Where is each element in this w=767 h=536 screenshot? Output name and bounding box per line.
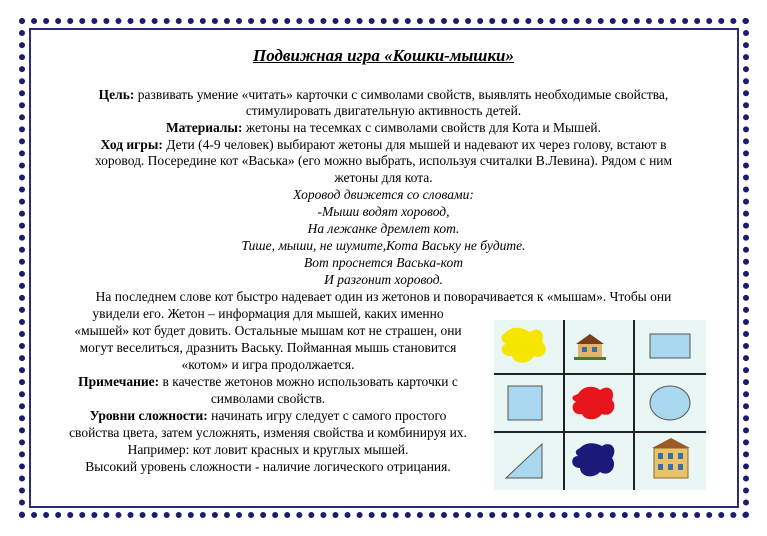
property-cards-svg (494, 320, 706, 490)
after-line: «мышей» кот будет довить. Остальные мышам кот не страшен, они (74, 323, 462, 338)
page-title: Подвижная игра «Кошки-мышки» (252, 46, 515, 65)
levels-line-1: Уровни сложности: начинать игру следует с самого простого (89, 408, 447, 423)
course-line-3: жетоны для кота. (334, 170, 433, 185)
poem-line: На лежанке дремлет кот. (307, 221, 460, 236)
note-line-1: Примечание: в качестве жетонов можно использовать карточки с (78, 374, 458, 389)
property-cards-grid (494, 320, 706, 490)
poem-line: -Мыши водят хоровод, (317, 204, 450, 219)
note-line-2: символами свойств. (210, 391, 326, 406)
poem-line: И разгонит хоровод. (324, 272, 443, 287)
circle-icon (650, 386, 690, 420)
poem-line: Тише, мыши, не шумите,Кота Ваську не будите. (241, 238, 526, 253)
square-icon (508, 386, 542, 420)
materials-line: Материалы: жетоны на тесемках с символами свойств для Кота и Мышей. (165, 120, 602, 135)
levels-line-2: свойства цвета, затем усложнять, изменяя свойства и комбинируя их. (69, 425, 467, 440)
levels-line-4: Высокий уровень сложности - наличие логического отрицания. (85, 459, 451, 474)
after-line: «котом» и игра продолжается. (181, 357, 355, 372)
course-line-2: хоровод. Посередине кот «Васька» (его можно выбрать, используя считалки В.Левина). Рядом с ним (94, 153, 673, 168)
goal-line-1: Цель: развивать умение «читать» карточки с символами свойств, выявлять необходимые свойства, (98, 87, 669, 102)
course-line-1: Ход игры: Дети (4-9 человек) выбирают жетоны для мышей и надевают их через голову, встают в (100, 137, 667, 152)
poem-line: Хоровод движется со словами: (293, 187, 474, 202)
levels-line-3: Например: кот ловит красных и круглых мышей. (127, 442, 409, 457)
goal-line-2: стимулировать двигательную активность детей. (245, 103, 522, 118)
after-line: увидели его. Жетон – информация для мышей, каких именно (92, 306, 444, 321)
after-line: могут веселиться, дразнить Ваську. Пойманная мышь становится (79, 340, 457, 355)
after-line: На последнем слове кот быстро надевает один из жетонов и поворачивается к «мышам». Чтобы они (95, 289, 672, 304)
rectangle-icon (650, 334, 690, 358)
poem-line: Вот проснется Васька-кот (304, 255, 463, 270)
